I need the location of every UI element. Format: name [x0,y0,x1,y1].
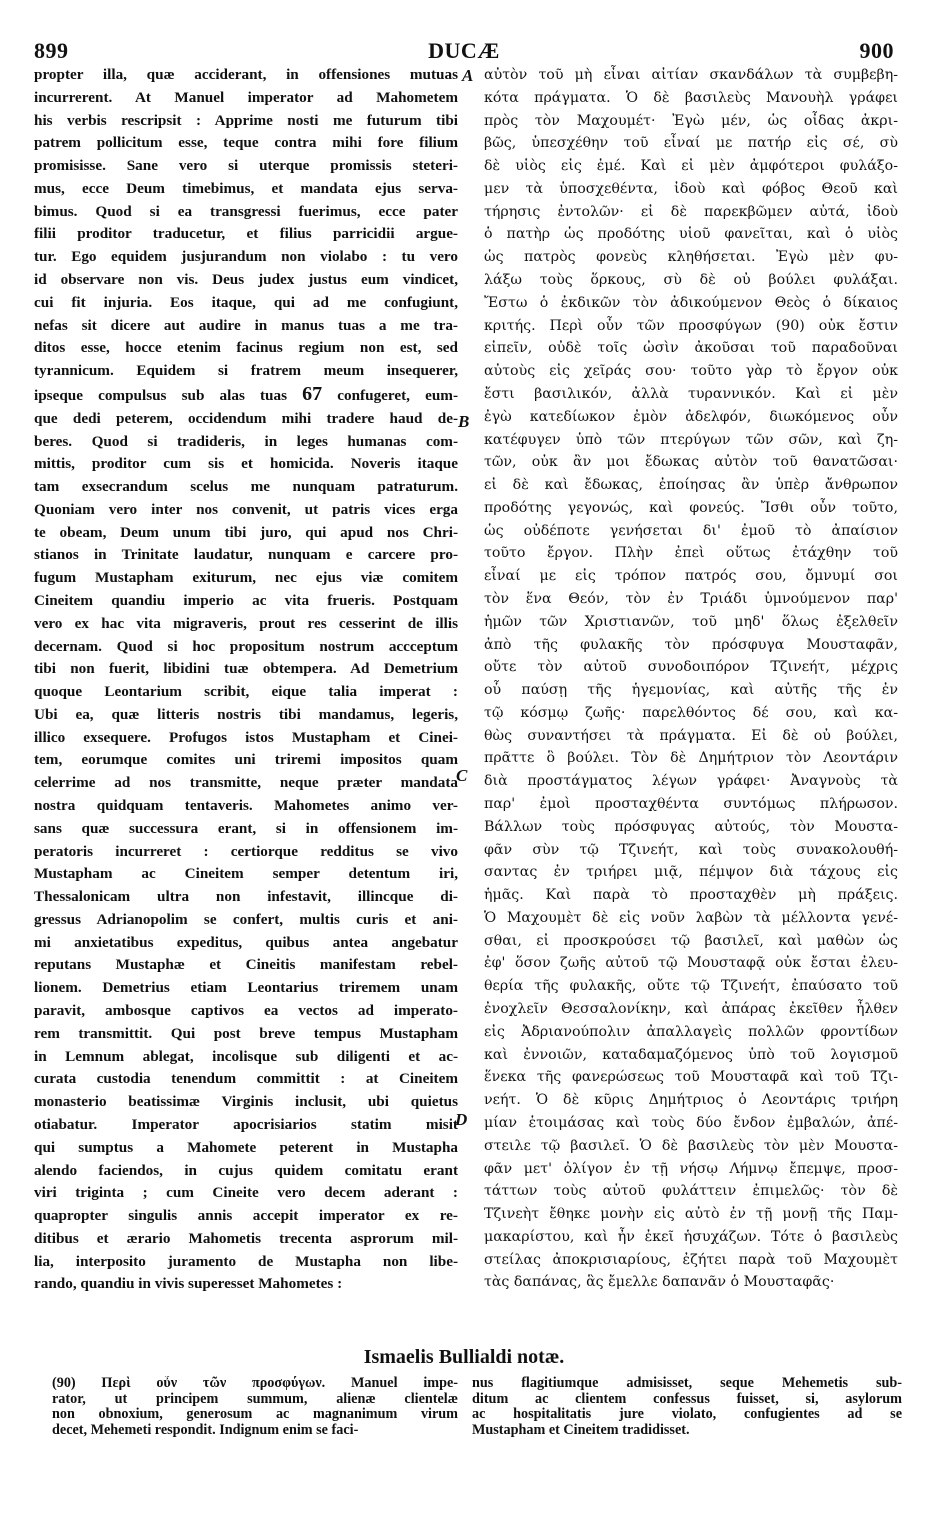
greek-text-line: τοῦτο ἔργον. Πλὴν ἐπεὶ οὕτως ἐτάχθην τοῦ [484,545,898,562]
note-line: decet, Mehemeti respondit. Indignum enim se faci- [52,1422,359,1438]
greek-text-line: ἐνοχλεῖν Θεσσαλονίκην, καὶ ἀπάρας ἐκεῖθεν ἦλθεν [484,1001,898,1018]
greek-text-line: λάξω τοὺς ὅρκους, σὺ δὲ οὐ βούλει φυλάξαι. [484,272,898,289]
greek-text-line: παρ' ἐμοὶ προσταχθέντα συντόμως πλήρωσον. [484,796,898,812]
latin-column [34,64,458,1296]
latin-text-line: promisisse. Sane vero si uterque promissis steteri- [34,157,458,175]
greek-text-line: σαντας ἐν τριήρει μιᾷ, πέμψον διὰ τάχους εἰς [484,864,898,881]
latin-text-line: peratoris incurreret : certiorque redditus se vivo [34,842,458,860]
latin-line-tail: confugeret, eum- [322,386,458,404]
latin-text-line: tam exsecrandum scelus me nunquam patraturum. [34,478,458,496]
latin-text-line: cui fit injuria. Eos itaque, qui ad me confugiunt, [34,293,458,311]
left-page-number: 899 [34,38,69,63]
latin-text-line: mittis, proditor cum sis et homicida. Noveris itaque [34,455,458,473]
latin-text-line: Quoniam vero inter nos convenit, ut patris vices erga [34,500,458,518]
greek-text-line: ἕνεκα τῆς φανερώσεως τοῦ Μουσταφᾶ καὶ τοῦ Τζι- [484,1069,898,1086]
latin-text-line: nostra quidquam tentaveris. Mahometes animo ver- [34,797,458,814]
greek-text-line: εἰπεῖν, οὐδὲ τοῖς ὠσὶν ἀκοῦσαι τοῦ παραδοῦναι [484,340,898,357]
latin-text-line: tem, eorumque comites uni triremi impositos quam [34,751,458,769]
latin-text-line: illico exsequere. Profugos istos Mustapham et Cinei- [34,728,458,746]
greek-text-line: κότα πράγματα. Ὁ δὲ βασιλεὺς Μανουὴλ γράφει [484,89,898,106]
greek-text-line: Βάλλων τοὺς πρόσφυγας αὐτούς, τὸν Μουστα- [484,818,898,835]
latin-text-line: paravit, ambosque captivos ea vectos ad imperato- [34,1002,458,1020]
greek-text-line: μακαρίστου, καὶ ἦν ἐκεῖ ἡσυχάζων. Τότε ὁ βασιλεὺς [484,1228,898,1245]
latin-text-line: tur. Ego equidem jusjurandum non violabo : tu vero [34,248,458,266]
greek-text-line: στειλε τῷ βασιλεῖ. Ὁ δὲ βασιλεὺς τὸν μὲν Μουστα- [484,1137,898,1154]
greek-text-line: ἐγὼ κατεδίωκον ἐμὸν ἀδελφόν, διωκόμενος οὖν [484,408,898,425]
greek-text-line: ἔστι βασιλικόν, ἀλλὰ τυραννικόν. Καὶ εἰ μὲν [484,385,898,402]
greek-text-line: βῶς, ὑπεσχέθην τοῦ εἶναί με πατήρ εἰς σέ, σὺ [484,135,898,152]
greek-text-line: ἐφ' ὅσον ζωῆς αὐτοῦ τῷ Μουσταφᾷ οὐκ ἔσται ἐλευ- [484,955,898,972]
latin-text-line: bimus. Quod si ea transgressi fuerimus, ecce pater [34,202,458,220]
latin-text-line: te obeam, Deum unum tibi juro, qui apud nos Chri- [34,523,458,541]
latin-text-line: tyrannicum. Equidem si fratrem meum insequerer, [34,362,458,380]
latin-text-line: celerrime ad nos transmitte, neque præter mandata [34,774,458,792]
latin-text-line: quapropter singulis annis accepit imperator ex re- [34,1207,458,1225]
latin-text-line: gressus Adrianopolim se confert, multis curis et ani- [34,910,458,928]
latin-text-line: vero ex hac vita migraveris, prout res cesserint de illis [34,614,458,632]
latin-text-line: rando, quandiu in vivis superesset Mahometes : [34,1275,343,1293]
greek-text-line: τῶν, οὐκ ἂν μοι ἔδωκας αὐτὸν τοῦ θανατῶσαι· [484,454,898,471]
greek-text-line: τὰς δαπάνας, ἃς ἔμελλε δαπανᾶν ὁ Μουσταφᾶς· [484,1274,835,1291]
latin-text-line: nefas sit dicere aut audire in manus tuas a me tra- [34,316,458,334]
greek-text-line: Ἔστω ὁ ἐκδικῶν τὸν ἀδικούμενον Θεὸς ὁ δίκαιος [484,294,898,311]
greek-text-line: προδότης γεγονώς, καὶ φονεύς. Ἴσθι οὖν τοῦτο, [484,499,898,516]
greek-text-line: κατέφυγεν ὑπὸ τῶν πτερύγων τῶν σῶν, καὶ ζη- [484,431,898,448]
greek-text-line: φᾶν μετ' ὀλίγον ἐν τῇ νήσῳ Λήμνῳ ἔπεμψε, προσ- [484,1160,898,1177]
latin-text-line: patrem pollicitum esse, teque contra mihi fore filium [34,134,458,152]
running-title: DUCÆ [428,38,500,63]
greek-text-line: μίαν ἑτοιμάσας καὶ τοὺς δύο ἔνδον ἐμβαλών, ἀπέ- [484,1114,898,1131]
latin-text-line: ipseque compulsus sub alas tuas 67 confugeret, eum- [34,382,458,405]
latin-text-line: in Lemnum ablegat, incolisque sub diligenti et ac- [34,1047,458,1065]
greek-text-line: καὶ ἐννοιῶν, καταδαμαζόμενος ὑπὸ τοῦ λογισμοῦ [484,1046,898,1063]
latin-text-line: ditos esse, hocce etenim facinus regium non est, sed [34,339,458,357]
latin-text-line: propter illa, quæ acciderant, in offensiones mutuas [34,66,458,83]
latin-text-line: decernam. Quod si hoc propositum nostrum accceptum [34,637,458,655]
latin-text-line: incurrerent. At Manuel imperator ad Mahometem [34,88,458,106]
note-line: nus flagitiumque admisisset, seque Mehemetis sub- [472,1376,902,1391]
latin-text-line: fugum Mustapham exiturum, nec ejus viæ comitem [34,569,458,587]
latin-text-line: Ubi ea, quæ litteris nostris tibi mandamus, legeris, [34,705,458,723]
greek-text-line: μεν τὰ ὑποσχεθέντα, ἰδοὺ καὶ φόβος Θεοῦ καὶ [484,180,898,197]
latin-text-line: que dedi peterem, occidendum mihi tradere haud de- [34,409,458,427]
margin-letter-b: B [458,412,470,431]
note-line: (90) Περὶ οὖν τῶν προσφύγων. Manuel impe- [52,1376,458,1391]
greek-text-line: σθαι, εἰ προσκρούσει τῷ βασιλεῖ, καὶ μαθὼν ὡς [484,932,898,949]
latin-text-line: lia, interposito juramento de Mustapha non libe- [34,1252,458,1270]
greek-text-line: τήρησις ἐντολῶν· εἰ δὲ παρεκβῶμεν αὐτά, ἰδοὺ [484,203,898,220]
greek-text-line: εἶναί με εἰς τρόπον πατρός σου, ὄμνυμί σοι [484,568,898,585]
latin-text-line: curata custodia tenendum committit : at Cineitem [34,1070,458,1088]
greek-text-line: εἰ δὲ καὶ ἔδωκας, ἐποίησας ἂν ὑπὲρ ἄνθρωπον [484,477,898,494]
latin-text-line: ditibus et ærario Mahometis trecenta asprorum mil- [34,1229,458,1247]
greek-text-line: τῷ κόσμῳ ζωῆς· παρελθόντος δέ σου, καὶ κα- [484,704,898,721]
greek-text-line: θὼς συναντήσει τὰ πράγματα. Εἰ δὲ οὐ βούλει, [484,727,898,744]
greek-text-line: τάττων τοὺς αὐτοῦ φυλάττειν ἐπιμελῶς· τὸν δὲ [484,1183,898,1200]
latin-text-line: mus, ecce Deum timebimus, et mandata ejus serva- [34,179,458,197]
latin-text-line: reputans Mustaphæ et Cineitis manifestam rebel- [34,956,458,974]
latin-text-line: his verbis rescripsit : Apprime nosti me futurum tibi [34,111,458,129]
margin-letter-c: C [456,766,468,785]
greek-text-line: οὔτε τὸν αὐτοῦ συνοδοιπόρον Τζινεήτ, μέχρις [484,659,898,676]
greek-text-line: ἀπὸ τῆς φυλακῆς τὸν πρόσφυγα Μουσταφᾶν, [484,636,898,653]
greek-text-line: ὡς οὐδέποτε γενήσεται δι' ἐμοῦ τὸ ἀπαίσιον [484,522,898,539]
greek-text-line: ἡμᾶς. Καὶ παρὰ τὸ προσταχθὲν μὴ πράξεις. [484,887,898,904]
greek-text-line: αὐτοὺς εἰς χεῖράς σου· τοῦτο γὰρ τὸ ἔργον οὐκ [484,363,898,380]
greek-text-line: Τζινεὴτ ἔθηκε μονὴν εἰς αὐτὸ ἐν τῇ μονῇ τῆς Παμ- [484,1206,898,1223]
greek-text-line: πρᾶττε ὃ βούλει. Τὸν δὲ Δημήτριον τὸν Λεοντάριν [484,750,898,767]
note-line: ditum ac clientem confessus fuisset, si, asylorum [472,1391,902,1407]
greek-text-line: φᾶν σὺν τῷ Τζινεήτ, καὶ τοὺς συνακολουθή- [484,841,898,858]
latin-text-line: mi anxietatibus expeditus, quibus antea angebatur [34,933,458,951]
latin-text-line: sans quæ successura erant, si in offensionem im- [34,819,458,837]
greek-text-line: νεήτ. Ὁ δὲ κῦρις Δημήτριος ὁ Λεοντάρις τριήρη [484,1092,898,1109]
latin-text-line: Cineitem quandiu imperio ac vita frueris. Postquam [34,591,458,609]
latin-text-line: beres. Quod si tradideris, in leges humanas com- [34,432,458,450]
latin-text-line: rem transmittit. Qui post breve tempus Mustapham [34,1024,458,1042]
notes-title: Ismaelis Bullialdi notæ. [363,1346,565,1368]
greek-text-line: Ὁ Μαχουμὲτ δὲ εἰς νοῦν λαβὼν τὰ μέλλοντα γενέ- [484,909,898,926]
greek-text-line: τὸν ἕνα Θεόν, τὸν ἐν Τριάδι ὑμνούμενον παρ' [484,590,898,607]
latin-text-line: viri triginta ; cum Cineite vero decem aderant : [34,1184,458,1202]
greek-text-line: ἡμῶν τῶν Χριστιανῶν, τοῦ μηδ' ὅλως ἐξελθεῖν [484,613,898,630]
latin-text-line: monasterio beatissimæ Virginis inclusit, ubi quietus [34,1093,458,1111]
greek-text-line: πρὸς τὸν Μαχουμέτ· Ἐγὼ μέν, ὡς οἶδας ἀκρι- [484,112,898,129]
greek-text-line: θερία τῆς φυλακῆς, οὔτε τῷ Τζινεήτ, ἐπαύσατο τοῦ [484,978,898,995]
latin-text-line: lionem. Demetrius etiam Leontarius triremem unam [34,979,458,997]
latin-text-line: quoque Leontarium scribit, eique talia imperat : [34,683,458,701]
greek-text-line: ὡς πατρὸς φονεὺς κληθήσεται. Ἐγὼ μὲν φυ- [484,249,898,266]
greek-text-line: ὁ πατὴρ ὡς προδότης υἱοῦ φανεῖται, καὶ ὁ υἱὸς [484,226,898,243]
right-page-number: 900 [859,38,894,63]
note-line: Mustapham et Cineitem tradidisset. [472,1422,690,1438]
greek-text-line: εἰς Ἀδριανούπολιν ἀπαλλαγεὶς πολλῶν φροντίδων [484,1023,898,1040]
greek-text-line: οὗ παύσῃ τῆς ἡγεμονίας, καὶ αὐτῆς τῆς ἐν [484,682,898,699]
note-right-column [472,1376,902,1438]
greek-text-line: αὐτὸν τοῦ μὴ εἶναι αἰτίαν σκανδάλων τὰ συμβεβη- [484,67,898,83]
note-left-column [52,1376,458,1438]
latin-text-line: alendo faciendos, in cujus quidem comitatu erant [34,1161,458,1179]
note-line: rator, ut principem summum, alienæ clientelæ [52,1391,458,1407]
latin-text-line: otiabatur. Imperator apocrisiarios statim misit [34,1115,458,1133]
latin-text-line: qui sumptus a Mahomete peterent in Mustapha [34,1138,458,1156]
latin-text-line: tibi non fuerit, libidini tuæ obtempera. Ad Demetrium [34,660,458,678]
margin-letter-d: D [455,1110,468,1129]
latin-text-line: id observare non vis. Deus judex justus eum vindicet, [34,271,458,289]
latin-text-line: filii proditor traducetur, et filius parricidii argue- [34,225,458,243]
greek-column [484,64,898,1294]
latin-text-line: Thessalonicam ultra non infestavit, illincque di- [34,888,458,906]
latin-text-line: Mustapham ac Cineitem semper detentum iri, [34,865,458,883]
note-line: non obnoxium, generosum ac magnanimum virum [52,1407,458,1422]
greek-text-line: κριτής. Περὶ οὖν τῶν προσφύγων (90) οὐκ ἔστιν [484,317,898,334]
greek-text-line: δὲ υἱὸς εἰς ἐμέ. Καὶ εἰ μὲν ἀμφότεροι φυλάξο- [484,158,898,175]
greek-text-line: διὰ προστάγματος λέγων γράφει· Ἀναγνοὺς τὰ [484,773,898,790]
latin-text-line: stianos in Trinitate laudatur, nunquam e carcere pro- [34,546,458,564]
inline-marker-number: 67 [302,382,323,405]
note-line: ac hospitalitatis jure violato, confugientes ad se [472,1407,902,1422]
greek-text-line: στείλας ἀποκρισιαρίους, ἐζήτει παρὰ τοῦ Μαχουμὲτ [484,1251,898,1268]
margin-letter-a: A [462,66,474,85]
